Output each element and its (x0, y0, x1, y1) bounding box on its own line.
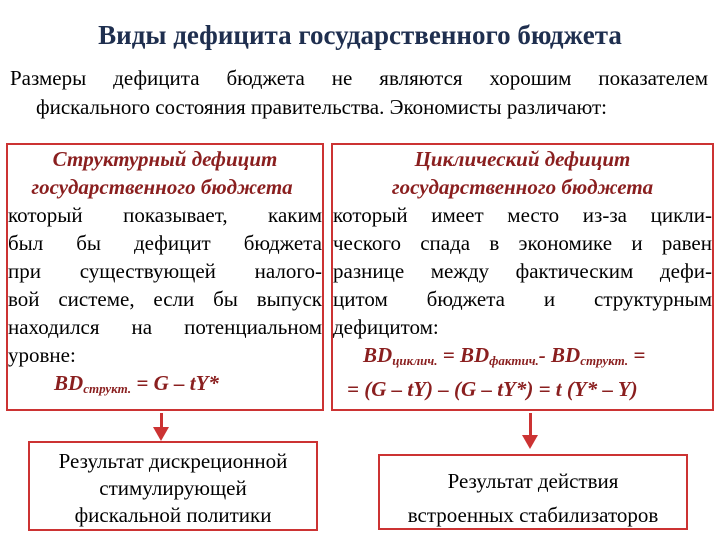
structural-result-line: фискальной политики (74, 503, 272, 527)
structural-text-line: вой системе, если бы выпуск (8, 287, 322, 311)
intro-line: фискального состояния правительства. Экономисты различают: (36, 95, 607, 119)
cyclical-text-line: который имеет место из-за цикли- (333, 203, 712, 227)
structural-text-line: уровне: (8, 343, 76, 367)
cyclical-text-line: ческого спада в экономике и равен (333, 231, 712, 255)
arrow-down-icon (529, 413, 532, 437)
cyclical-heading: Циклический дефицит (414, 147, 631, 171)
cyclical-result-line: встроенных стабилизаторов (407, 503, 659, 527)
structural-subheading: государственного бюджета (31, 175, 293, 199)
structural-text-line: находился на потенциальном (8, 315, 322, 339)
page-title: Виды дефицита государственного бюджета (98, 20, 622, 50)
structural-deficit-box (6, 143, 324, 411)
structural-result-line: Результат дискреционной (58, 449, 288, 473)
cyclical-text-line: дефицитом: (333, 315, 439, 339)
cyclical-result-line: Результат действия (447, 469, 619, 493)
intro-line: Размеры дефицита бюджета не являются хорошим показателем (10, 66, 708, 90)
cyclical-text-line: цитом бюджета и структурным (333, 287, 712, 311)
structural-text-line: при существующей налого- (8, 259, 322, 283)
arrow-head-icon (522, 435, 538, 449)
structural-result-line: стимулирующей (99, 476, 247, 500)
structural-text-line: который показывает, каким (8, 203, 322, 227)
structural-heading: Структурный дефицит (52, 147, 278, 171)
structural-result-box (28, 441, 318, 531)
cyclical-text-line: разнице между фактическим дефи- (333, 259, 712, 283)
cyclical-subheading: государственного бюджета (391, 175, 654, 199)
cyclical-formula-line1: $BD_{циклич.} = BD_{фактич.}-$ $BD_{структ.}$ = (363, 343, 646, 368)
structural-formula: $BD_{структ.} = G - tY*$ (54, 371, 219, 396)
cyclical-result-box (378, 454, 688, 530)
cyclical-formula-line2: = (G – tY) – (G – tY*) = t (Y* – Y) (347, 377, 638, 401)
cyclical-deficit-box (331, 143, 714, 411)
intro-paragraph (10, 64, 708, 122)
arrow-head-icon (153, 427, 169, 441)
structural-text-line: был бы дефицит бюджета (8, 231, 322, 255)
